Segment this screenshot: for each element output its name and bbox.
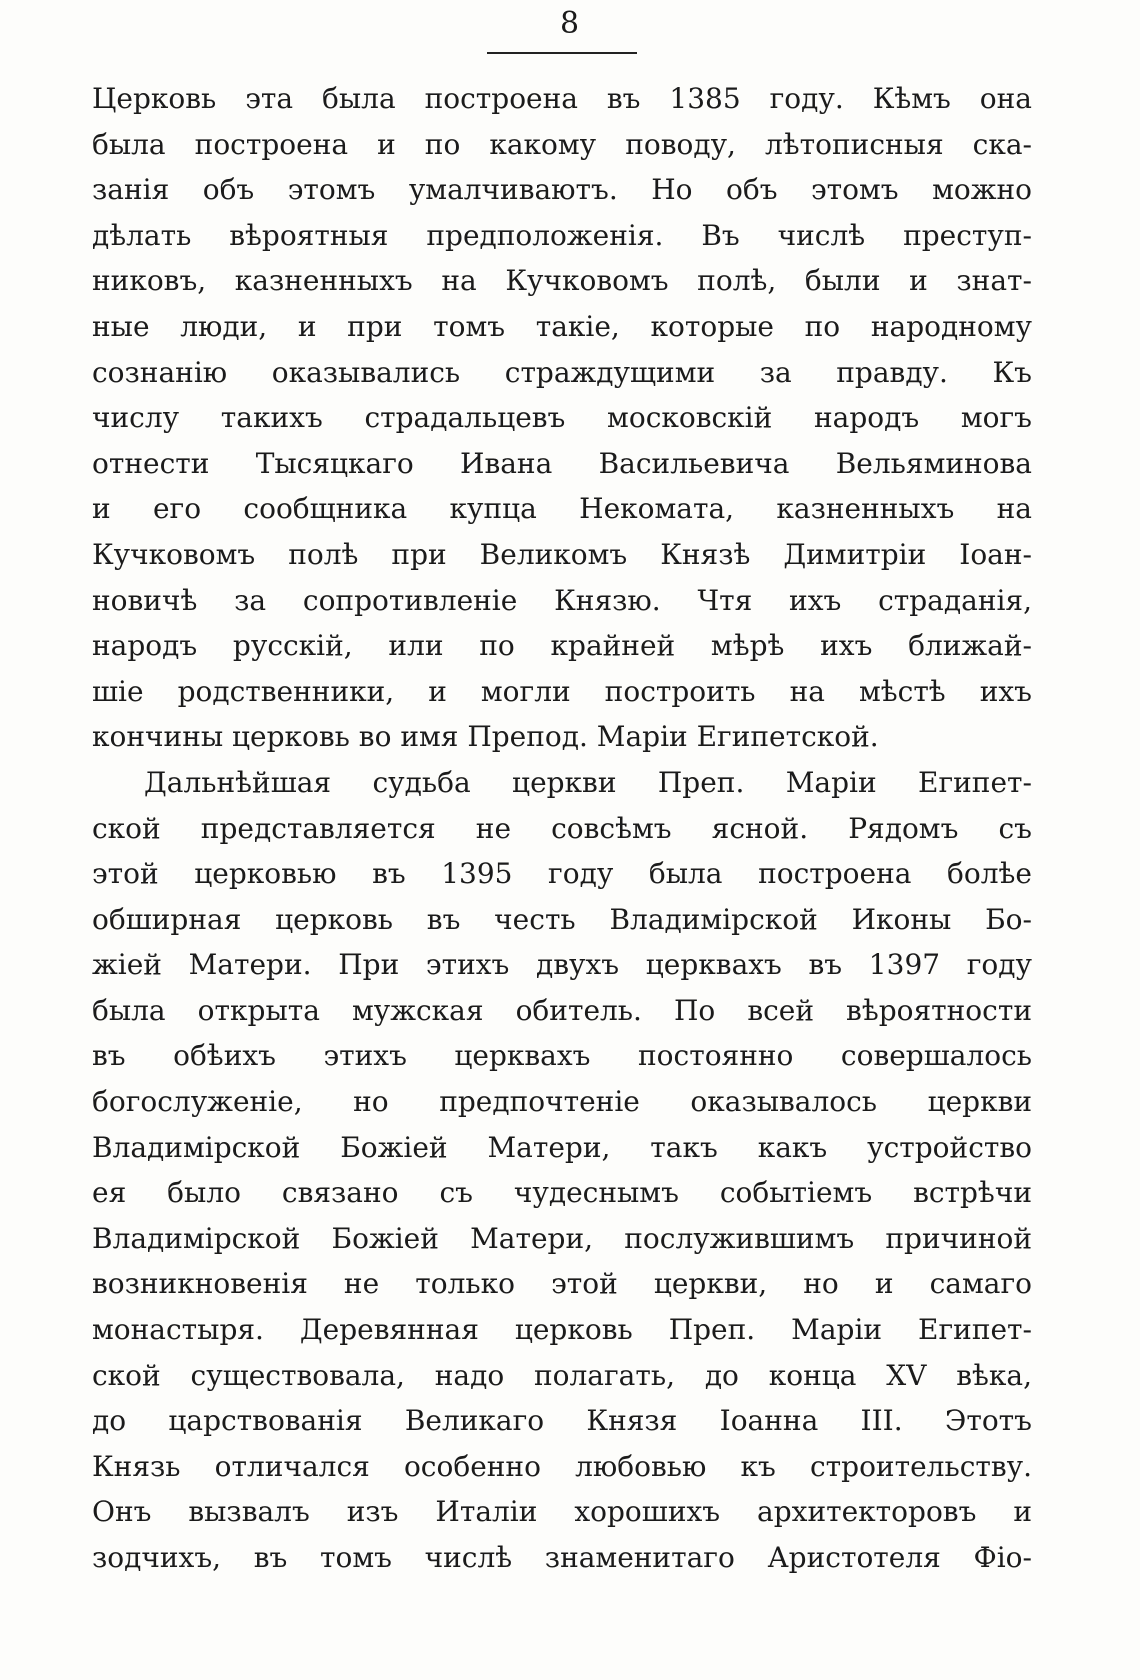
body-text — [92, 76, 1032, 1581]
text-line: отнести Тысяцкаго Ивана Васильевича Вельяминова — [92, 446, 1032, 480]
text-line: Церковь эта была построена въ 1385 году. Кѣмъ она — [92, 82, 1032, 115]
text-line: Дальнѣйшая судьба церкви Преп. Маріи Египет- — [144, 765, 1032, 799]
paragraph-2 — [92, 760, 1032, 1581]
text-line: дѣлать вѣроятныя предположенія. Въ числѣ преступ- — [92, 218, 1032, 252]
text-line: была построена и по какому поводу, лѣтописныя ска- — [92, 127, 1032, 161]
text-line: и его сообщника купца Некомата, казненныхъ на — [92, 492, 1032, 526]
text-line: сознанію оказывались страждущими за правду. Къ — [92, 355, 1032, 389]
text-line: зодчихъ, въ томъ числѣ знаменитаго Аристотеля Фіо- — [92, 1541, 1032, 1574]
text-line: Владимірской Божіей Матери, послужившимъ причиной — [92, 1221, 1032, 1255]
text-line: народъ русскій, или по крайней мѣрѣ ихъ ближай- — [92, 629, 1032, 663]
text-line: Владимірской Божіей Матери, такъ какъ устройство — [92, 1130, 1032, 1164]
text-line: этой церковью въ 1395 году была построена болѣе — [92, 857, 1032, 891]
header-rule — [487, 52, 637, 54]
text-line: въ обѣихъ этихъ церквахъ постоянно совершалось — [92, 1039, 1032, 1073]
text-line: ской существовала, надо полагать, до конца XV вѣка, — [92, 1358, 1032, 1392]
text-line: Князь отличался особенно любовью къ строительству. — [92, 1449, 1032, 1483]
text-line: обширная церковь въ честь Владимірской Иконы Бо- — [92, 902, 1032, 936]
text-line: ные люди, и при томъ такіе, которые по народному — [92, 309, 1032, 343]
text-line: новичѣ за сопротивленіе Князю. Чтя ихъ страданія, — [92, 583, 1032, 617]
text-line: жіей Матери. При этихъ двухъ церквахъ въ 1397 году — [92, 948, 1032, 982]
text-line: числу такихъ страдальцевъ московскій народъ могъ — [92, 401, 1032, 435]
page-number: 8 — [559, 6, 581, 41]
text-line: Онъ вызвалъ изъ Италіи хорошихъ архитекторовъ и — [92, 1495, 1032, 1529]
text-line: до царствованія Великаго Князя Іоанна III. Этотъ — [92, 1404, 1032, 1438]
text-line: Кучковомъ полѣ при Великомъ Князѣ Димитріи Іоан- — [92, 537, 1032, 571]
text-line: возникновенія не только этой церкви, но и самаго — [92, 1267, 1032, 1301]
text-line: ея было связано съ чудеснымъ событіемъ встрѣчи — [92, 1176, 1032, 1210]
paragraph-1 — [92, 76, 1032, 760]
text-line: шіе родственники, и могли построить на мѣстѣ ихъ — [92, 674, 1032, 708]
text-line: занія объ этомъ умалчиваютъ. Но объ этомъ можно — [92, 173, 1032, 207]
text-line: никовъ, казненныхъ на Кучковомъ полѣ, были и знат- — [92, 264, 1032, 298]
text-line: была открыта мужская обитель. По всей вѣроятности — [92, 993, 1032, 1027]
text-line: кончины церковь во имя Препод. Маріи Египетской. — [92, 720, 879, 754]
text-line: монастыря. Деревянная церковь Преп. Маріи Египет- — [92, 1313, 1032, 1347]
text-line: ской представляется не совсѣмъ ясной. Рядомъ съ — [92, 811, 1032, 845]
text-line: богослуженіе, но предпочтеніе оказывалось церкви — [92, 1085, 1032, 1119]
